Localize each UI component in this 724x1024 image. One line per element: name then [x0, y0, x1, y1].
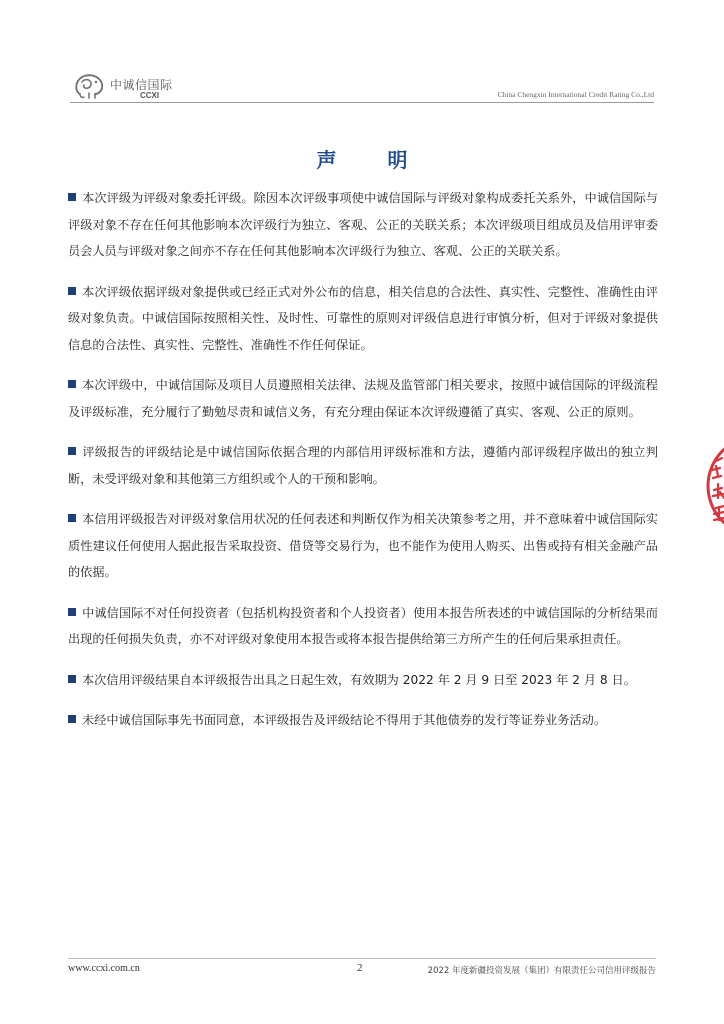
red-seal-stamp-icon: [700, 432, 724, 540]
statement-item: [68, 372, 658, 425]
page-title: 声 明: [316, 148, 430, 172]
footer-website-link[interactable]: www.ccxi.com.cn: [68, 963, 140, 974]
statement-text: 中诚信国际不对任何投资者（包括机构投资者和个人投资者）使用本报告所表述的中诚信国际的分析结果而出现的任何损失负责，亦不对评级对象使用本报告或将本报告提供给第三方所产生的任何后果承担责任。: [68, 605, 658, 646]
page-number: 2: [357, 962, 363, 974]
statement-text: 未经中诚信国际事先书面同意，本评级报告及评级结论不得用于其他债券的发行等证券业务活动。: [82, 713, 607, 727]
square-bullet-icon: [68, 380, 76, 388]
logo-chinese-name: 中诚信国际: [110, 78, 173, 92]
statement-text: 本信用评级报告对评级对象信用状况的任何表述和判断仅作为相关决策参考之用，并不意味着中诚信国际实质性建议任何使用人据此报告采取投资、借贷等交易行为，也不能作为使用人购买、出售或持有相关金融产品的依据。: [68, 512, 658, 579]
footer-report-title: 2022 年度新疆投资发展（集团）有限责任公司信用评级报告: [427, 966, 656, 976]
statement-item: [68, 279, 658, 359]
statement-text: 本次评级中，中诚信国际及项目人员遵照相关法律、法规及监管部门相关要求，按照中诚信国际的评级流程及评级标准，充分履行了勤勉尽责和诚信义务，有充分理由保证本次评级遵循了真实、客观、公正的原则。: [68, 378, 658, 419]
statement-text: 本次评级为评级对象委托评级。除因本次评级事项使中诚信国际与评级对象构成委托关系外，中诚信国际与评级对象不存在任何其他影响本次评级行为独立、客观、公正的关联关系；本次评级项目组成员及信用评审委员会人员与评级对象之间亦不存在任何其他影响本次评级行为独立、客观、公正的关联关系。: [68, 191, 658, 258]
statement-text: 本次评级依据评级对象提供或已经正式对外公布的信息，相关信息的合法性、真实性、完整性、准确性由评级对象负责。中诚信国际按照相关性、及时性、可靠性的原则对评级信息进行审慎分析，但对于评级对象提供信息的合法性、真实性、完整性、准确性不作任何保证。: [68, 284, 658, 352]
square-bullet-icon: [68, 447, 76, 455]
square-bullet-icon: [68, 715, 76, 723]
square-bullet-icon: [68, 608, 76, 616]
footer-divider: [68, 958, 656, 959]
ccxi-logo: [72, 70, 182, 104]
statement-item: [68, 707, 658, 734]
statement-item: [68, 439, 658, 492]
statement-list: [68, 185, 658, 748]
statement-item: [68, 600, 658, 653]
square-bullet-icon: [68, 675, 76, 683]
statement-item: [68, 667, 658, 694]
square-bullet-icon: [68, 514, 76, 522]
square-bullet-icon: [68, 287, 76, 295]
statement-item: [68, 185, 658, 265]
statement-text: 本次信用评级结果自本评级报告出具之日起生效，有效期为 2022 年 2 月 9 日至 2023 年 2 月 8 日。: [82, 672, 636, 687]
statement-item: [68, 506, 658, 586]
company-english-name: China Chengxin International Credit Rating Co.,Ltd: [497, 90, 654, 99]
header-divider: [70, 102, 654, 103]
square-bullet-icon: [68, 193, 76, 201]
statement-text: 评级报告的评级结论是中诚信国际依据合理的内部信用评级标准和方法，遵循内部评级程序做出的独立判断，未受评级对象和其他第三方组织或个人的干预和影响。: [68, 445, 658, 486]
elephant-logo-icon: [72, 70, 108, 100]
logo-english-name: CCXI: [140, 91, 160, 100]
